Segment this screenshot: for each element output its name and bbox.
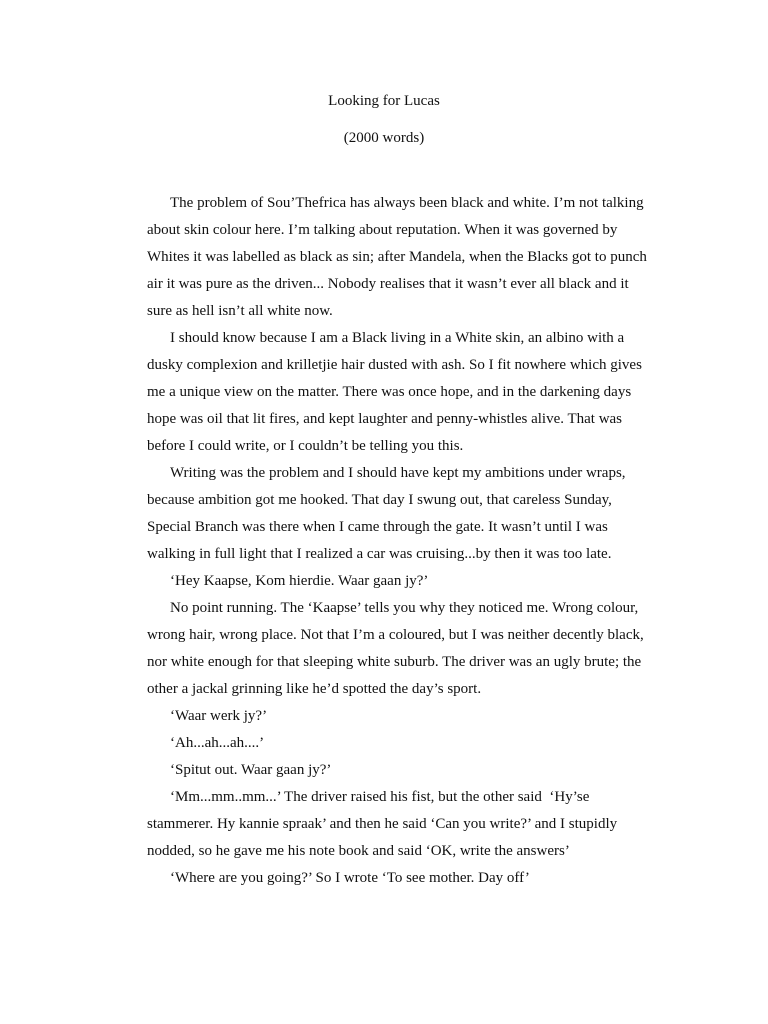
text-line: hope was oil that lit fires, and kept laughter and penny-whistles alive. That was	[147, 411, 623, 427]
text-line: The problem of Sou’Thefrica has always been black and white. I’m not talking	[170, 195, 644, 211]
text-line: ‘Mm...mm..mm...’ The driver raised his fist, but the other said ‘Hy’se	[170, 789, 590, 805]
text-line: Special Branch was there when I came through the gate. It wasn’t until I was	[147, 519, 608, 535]
text-line: ‘Where are you going?’ So I wrote ‘To see mother. Day off’	[170, 870, 530, 886]
text-line: about skin colour here. I’m talking about reputation. When it was governed by	[147, 222, 618, 238]
text-line: ‘Ah...ah...ah....’	[170, 735, 265, 751]
text-line: ‘Hey Kaapse, Kom hierdie. Waar gaan jy?’	[170, 573, 429, 589]
text-line: Whites it was labelled as black as sin; after Mandela, when the Blacks got to punch	[147, 249, 647, 265]
document-title: Looking for Lucas	[328, 93, 440, 109]
text-line: walking in full light that I realized a car was cruising...by then it was too late.	[147, 546, 612, 562]
text-line: stammerer. Hy kannie spraak’ and then he said ‘Can you write?’ and I stupidly	[147, 816, 618, 832]
text-line: because ambition got me hooked. That day I swung out, that careless Sunday,	[147, 492, 612, 508]
text-line: No point running. The ‘Kaapse’ tells you why they noticed me. Wrong colour,	[170, 600, 639, 616]
text-line: Writing was the problem and I should have kept my ambitions under wraps,	[170, 465, 626, 481]
text-line: ‘Waar werk jy?’	[170, 708, 268, 724]
text-line: ‘Spitut out. Waar gaan jy?’	[170, 762, 332, 778]
text-line: before I could write, or I couldn’t be telling you this.	[147, 438, 464, 454]
text-line: nodded, so he gave me his note book and said ‘OK, write the answers’	[147, 843, 570, 859]
text-line: nor white enough for that sleeping white suburb. The driver was an ugly brute; the	[147, 654, 642, 670]
text-line: air it was pure as the driven... Nobody realises that it wasn’t ever all black and it	[147, 276, 629, 292]
text-line: me a unique view on the matter. There was once hope, and in the darkening days	[147, 384, 632, 400]
text-line: wrong hair, wrong place. Not that I’m a coloured, but I was neither decently black,	[147, 627, 644, 643]
text-line: other a jackal grinning like he’d spotted the day’s sport.	[147, 681, 482, 697]
text-line: sure as hell isn’t all white now.	[147, 303, 333, 319]
text-line: dusky complexion and krilletjie hair dusted with ash. So I fit nowhere which gives	[147, 357, 642, 373]
text-line: I should know because I am a Black living in a White skin, an albino with a	[170, 330, 625, 346]
story-body	[147, 190, 647, 892]
word-count: (2000 words)	[343, 130, 425, 146]
